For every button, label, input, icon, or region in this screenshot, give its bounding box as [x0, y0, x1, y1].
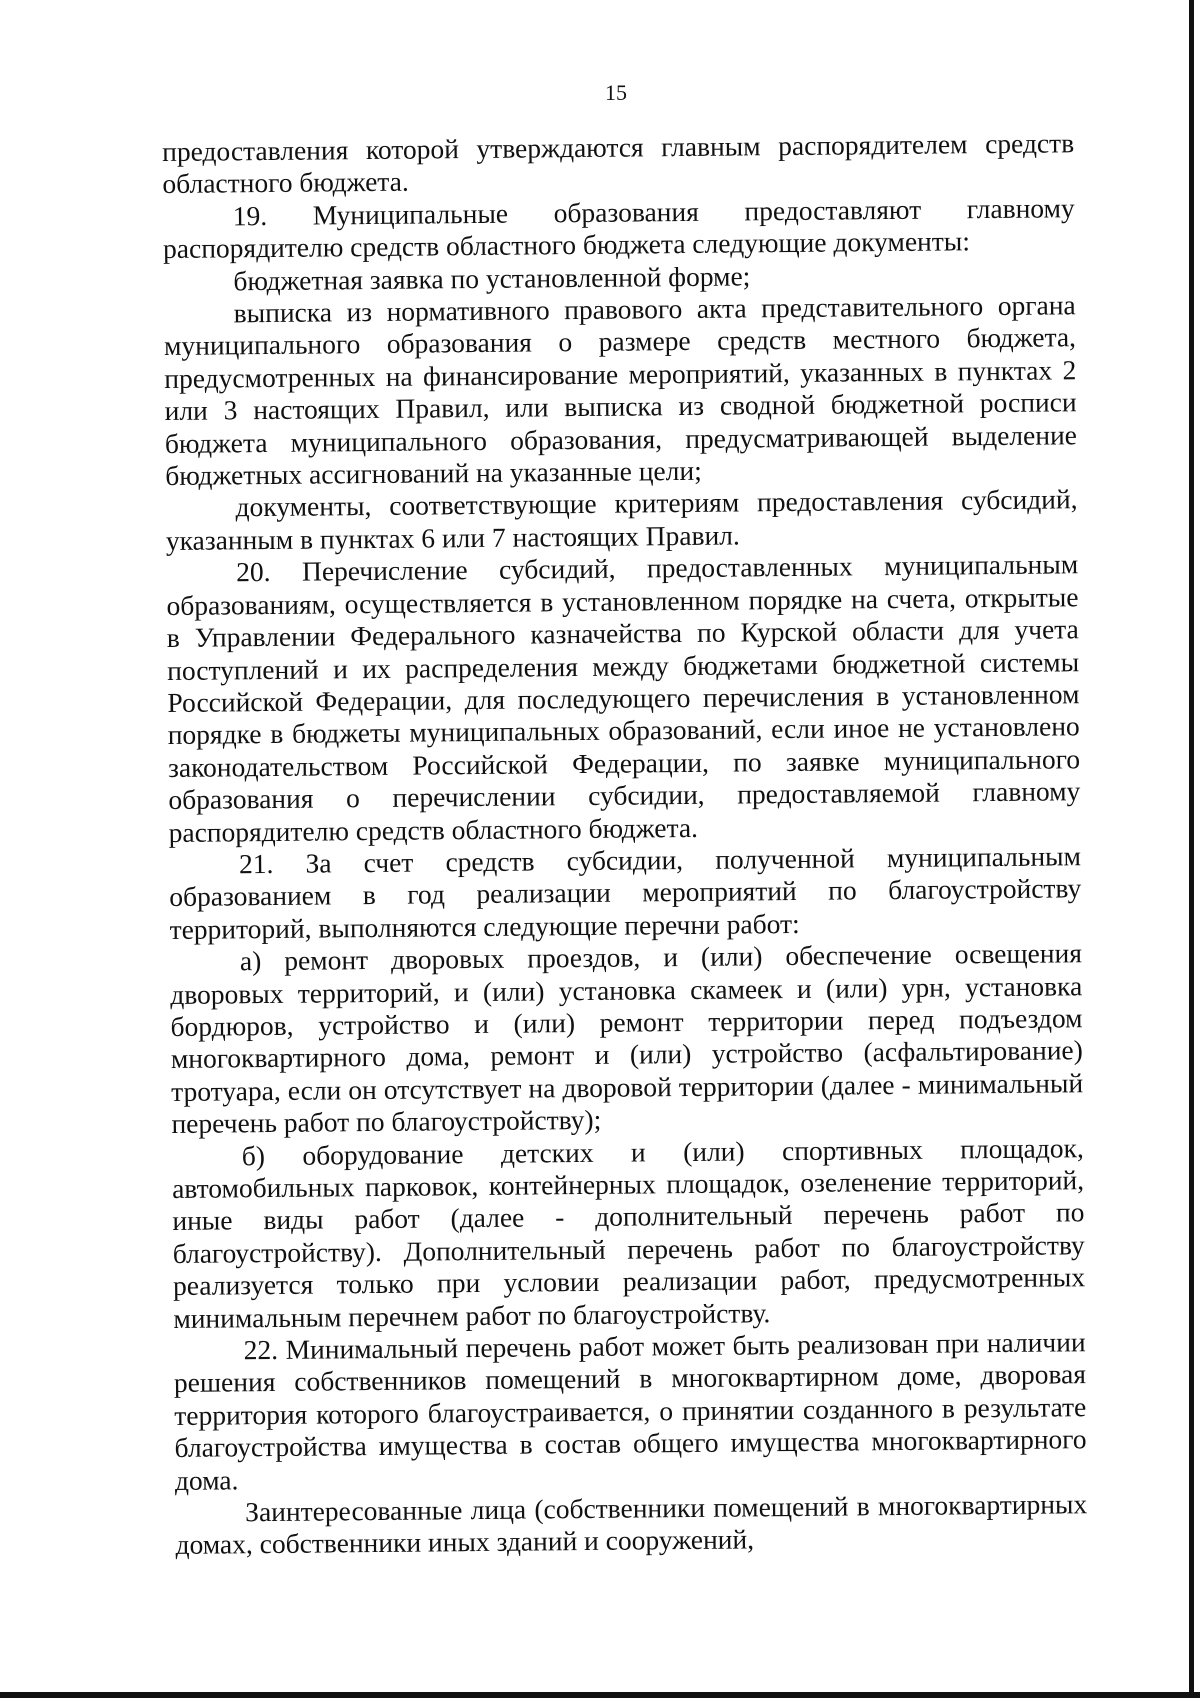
paragraph-item-21a: а) ремонт дворовых проездов, и (или) обеспечение освещения дворовых территорий, и (или) установка скамеек и (или) урн, установка бордюров, устройство и (или) ремонт территории перед подъездом многоквартирного дома, ремонт и (или) устройство (асфальтирование) тротуара, если он отсутствует на дворовой территории (далее - минимальный перечень работ по благоустройству); [170, 937, 1084, 1140]
paragraph-interested-parties: Заинтересованные лица (собственники помещений в многоквартирных домах, собственники иных зданий и сооружений, [175, 1488, 1088, 1561]
paragraph-budget-request: бюджетная заявка по установленной форме; [233, 259, 751, 296]
paragraph-item-20: 20. Перечисление субсидий, предоставленных муниципальным образованиям, осуществляется в установленном порядке на счета, открытые в Управлении Федерального казначейства по Курской области для учета поступлений и их распределения между бюджетами бюджетной системы Российской Федерации, для последующего перечисления в установленном порядке в бюджеты муниципальных образований, если иное не установлено законодательством Российской Федерации, по заявке муниципального образования о перечислении субсидии, предоставляемой главному распорядителю средств областного бюджета. [166, 548, 1081, 848]
paragraph-legal-act-extract: выписка из нормативного правового акта представительного органа муниципального образования о размере средств местного бюджета, предусмотренных на финансирование мероприятий, указанных в пунктах 2 или 3 настоящих Правил, или выписка из сводной бюджетной росписи бюджета муниципального образования, предусматривающей выделение бюджетных ассигнований на указанные цели; [163, 289, 1078, 492]
scan-border-bottom [0, 1692, 1200, 1698]
document-body [162, 127, 1088, 1562]
paragraph-item-21: 21. За счет средств субсидии, полученной муниципальным образованием в год реализации мероприятий по благоустройству территорий, выполняются следующие перечни работ: [169, 840, 1082, 945]
paragraph-criteria-documents: документы, соответствующие критериям предоставления субсидий, указанным в пунктах 6 или 7 настоящих Правил. [165, 483, 1078, 556]
scan-border-right [1189, 0, 1194, 1698]
paragraph-continuation: предоставления которой утверждаются главным распорядителем средств областного бюджета. [162, 127, 1075, 200]
paragraph-item-22: 22. Минимальный перечень работ может быть реализован при наличии решения собственников помещений в многоквартирном доме, дворовая территория которого благоустраивается, о принятии созданного в результате благоустройства имущества в состав общего имущества многоквартирного дома. [173, 1326, 1087, 1496]
paragraph-item-19: 19. Муниципальные образования предоставляют главному распорядителю средств областного бюджета следующие документы: [162, 192, 1075, 265]
paragraph-item-21b: б) оборудование детских и (или) спортивных площадок, автомобильных парковок, контейнерных площадок, озеленение территорий, иные виды работ (далее - дополнительный перечень работ по благоустройству). Дополнительный перечень работ по благоустройству реализуется только при условии реализации работ, предусмотренных минимальным перечнем работ по благоустройству. [171, 1131, 1086, 1334]
page-number: 15 [605, 80, 627, 105]
